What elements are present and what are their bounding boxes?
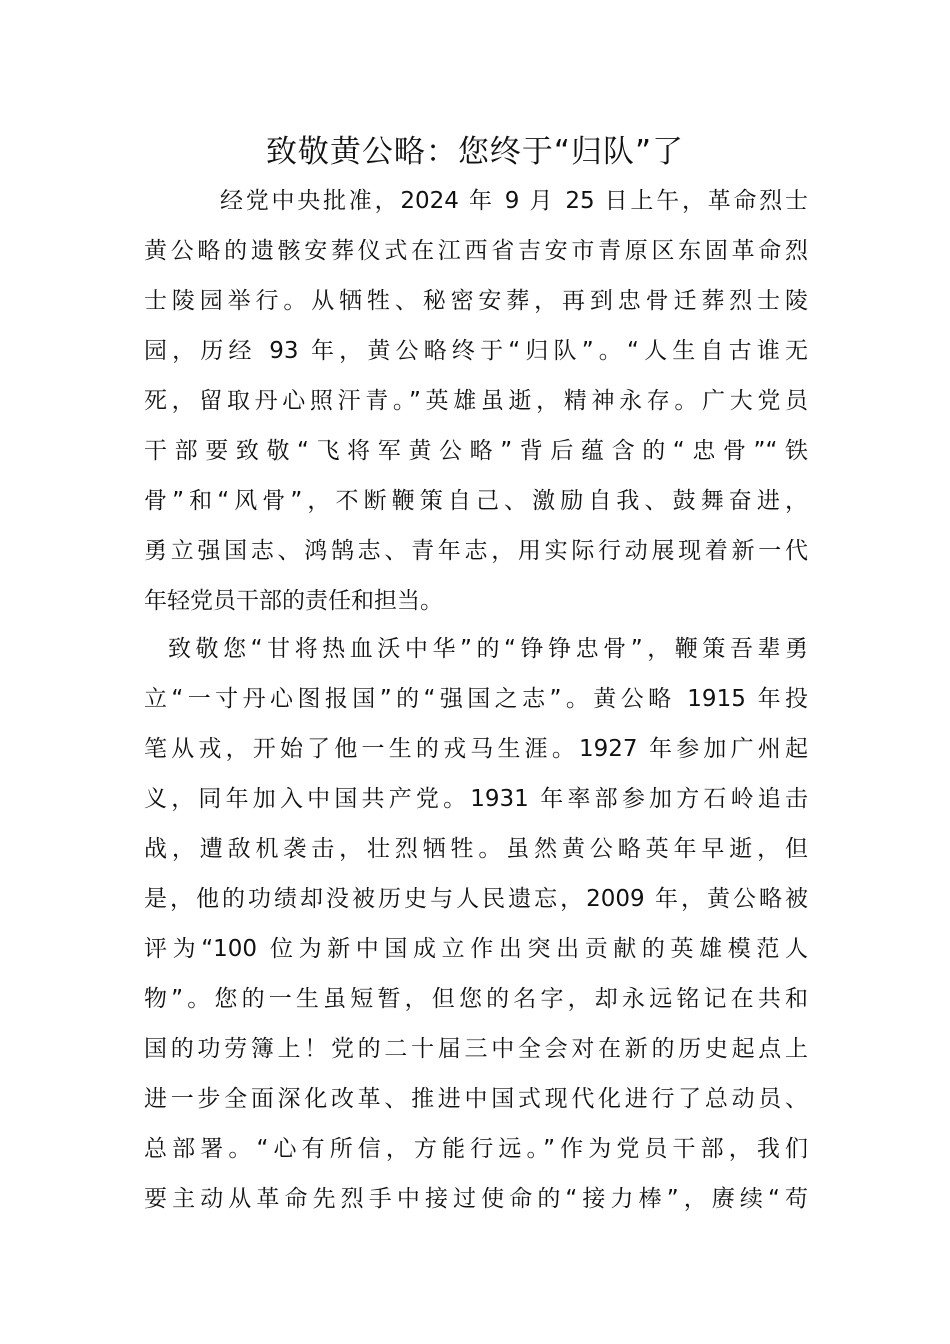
paragraph-1-line-6: 干部要致敬“飞将军黄公略”背后蕴含的“忠骨”“铁	[144, 438, 808, 464]
paragraph-1-line-3: 士陵园举行。从牺牲、秘密安葬，再到忠骨迁葬烈士陵	[144, 288, 808, 314]
article-title: 致敬黄公略：您终于“归队”了	[265, 134, 685, 170]
paragraph-2-line-7: 评为“100 位为新中国成立作出突出贡献的英雄模范人	[144, 936, 808, 962]
paragraph-2-line-1: 致敬您“甘将热血沃中华”的“铮铮忠骨”，鞭策吾辈勇	[168, 636, 808, 662]
paragraph-1-line-5: 死，留取丹心照汗青。”英雄虽逝，精神永存。广大党员	[144, 388, 808, 414]
paragraph-1-line-9: 年轻党员干部的责任和担当。	[144, 588, 443, 614]
paragraph-2-line-10: 进一步全面深化改革、推进中国式现代化进行了总动员、	[144, 1086, 808, 1112]
paragraph-1-line-1: 经党中央批准，2024 年 9 月 25 日上午，革命烈士	[220, 188, 808, 214]
paragraph-2-line-9: 国的功劳簿上！党的二十届三中全会对在新的历史起点上	[144, 1036, 808, 1062]
paragraph-2-line-12: 要主动从革命先烈手中接过使命的“接力棒”，赓续“苟	[144, 1186, 808, 1212]
paragraph-1-line-7: 骨”和“风骨”，不断鞭策自己、激励自我、鼓舞奋进，	[144, 488, 808, 514]
paragraph-2-line-11: 总部署。“心有所信，方能行远。”作为党员干部，我们	[144, 1136, 808, 1162]
paragraph-2-line-6: 是，他的功绩却没被历史与人民遗忘，2009 年，黄公略被	[144, 886, 808, 912]
paragraph-2-line-5: 战，遭敌机袭击，壮烈牺牲。虽然黄公略英年早逝，但	[144, 836, 808, 862]
paragraph-2-line-2: 立“一寸丹心图报国”的“强国之志”。黄公略 1915 年投	[144, 686, 808, 712]
paragraph-2-line-4: 义，同年加入中国共产党。1931 年率部参加方石岭追击	[144, 786, 808, 812]
paragraph-1-line-4: 园，历经 93 年，黄公略终于“归队”。“人生自古谁无	[144, 338, 808, 364]
paragraph-1-line-2: 黄公略的遗骸安葬仪式在江西省吉安市青原区东固革命烈	[144, 238, 808, 264]
paragraph-1-line-8: 勇立强国志、鸿鹄志、青年志，用实际行动展现着新一代	[144, 538, 808, 564]
paragraph-2-line-3: 笔从戎，开始了他一生的戎马生涯。1927 年参加广州起	[144, 736, 808, 762]
paragraph-2-line-8: 物”。您的一生虽短暂，但您的名字，却永远铭记在共和	[144, 986, 808, 1012]
